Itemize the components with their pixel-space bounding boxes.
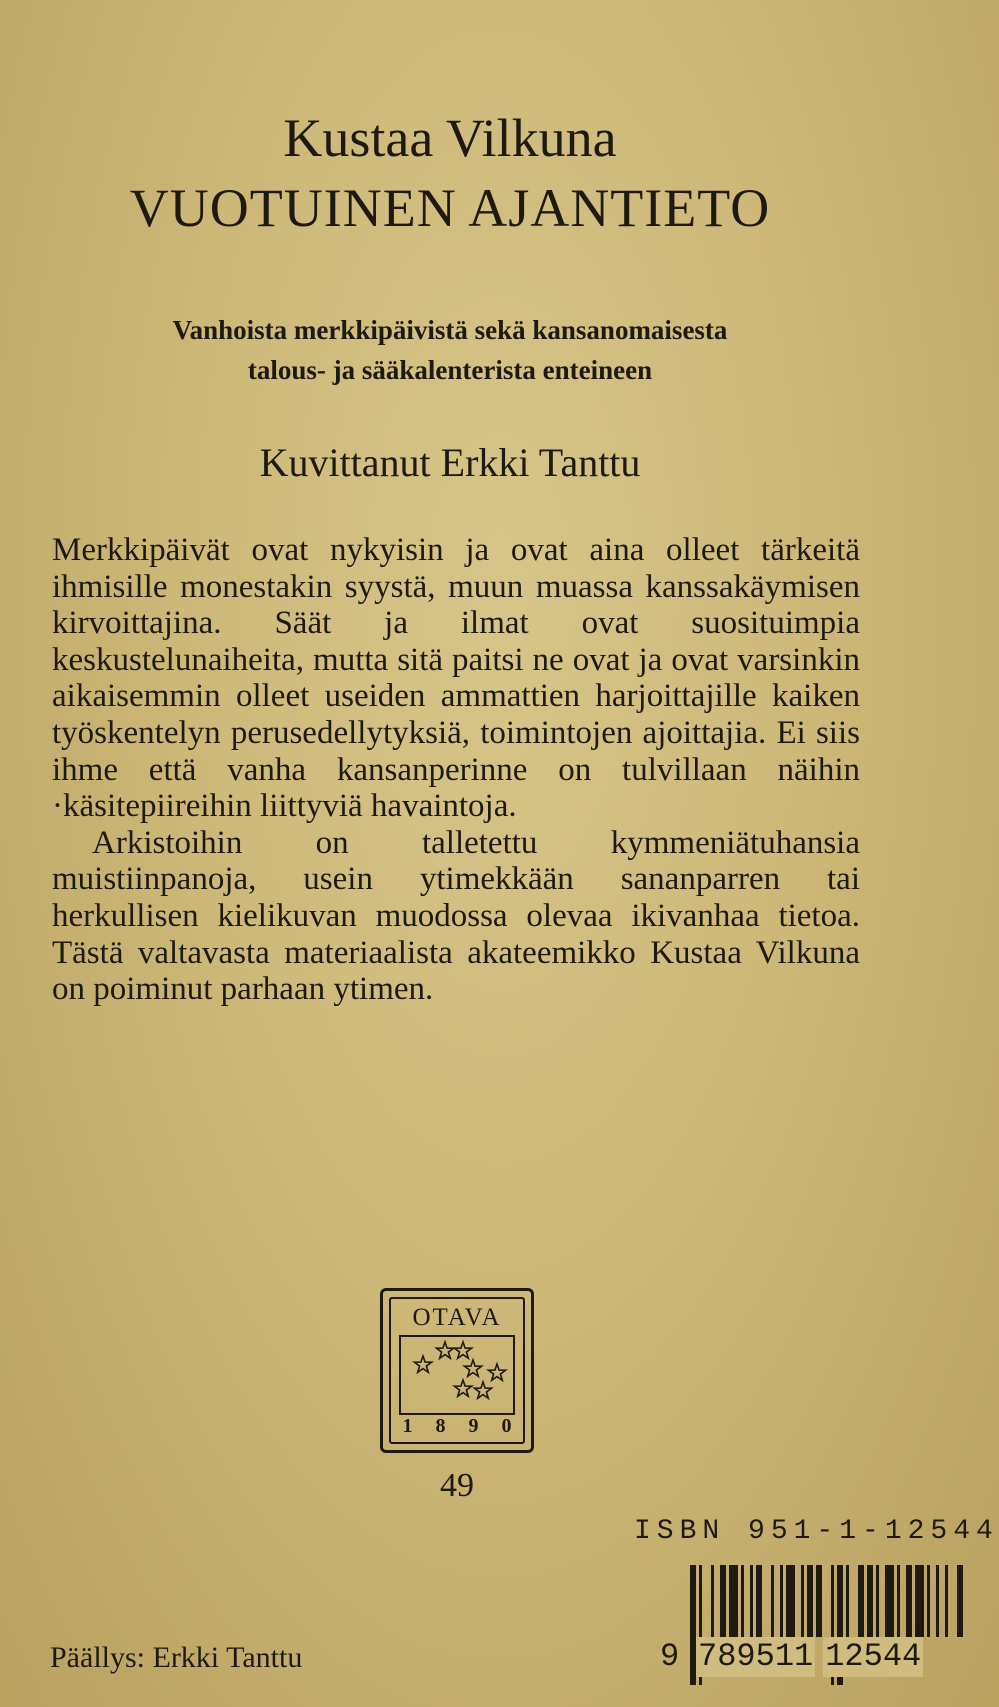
author-name: Kustaa Vilkuna <box>283 108 617 168</box>
year-digit: 9 <box>468 1415 479 1437</box>
barcode-bar <box>720 1565 726 1637</box>
subtitle-line-2: talous- ja sääkalenterista enteineen <box>247 355 653 385</box>
barcode-bar <box>927 1565 930 1637</box>
barcode-bar <box>729 1565 738 1637</box>
barcode-bar <box>936 1565 939 1637</box>
barcode-bar <box>756 1565 762 1637</box>
publisher-logo <box>380 1288 534 1453</box>
publisher-name: OTAVA <box>412 1304 502 1331</box>
barcode-digits <box>660 1637 960 1679</box>
illustrator-credit: Kuvittanut Erkki Tanttu <box>259 440 641 485</box>
subtitle-line-1: Vanhoista merkkipäivistä sekä kansanomaisesta <box>172 315 728 345</box>
barcode-bar <box>906 1565 912 1637</box>
barcode-bar <box>771 1565 774 1637</box>
barcode-bar <box>867 1565 873 1637</box>
barcode-bar <box>750 1565 753 1637</box>
book-title: VUOTUINEN AJANTIETO <box>129 178 771 238</box>
blurb-paragraph-2: Arkistoihin on talletettu kymmeniätuhansia muistiinpanoja, usein ytimekkään sananparren tai herkullisen kielikuvan muodossa olevaa ikivanhaa tietoa. Tästä valtavasta materiaalista akateemikko Kustaa Vilkuna on poiminut parhaan ytimen. <box>52 824 860 1008</box>
barcode-bar <box>876 1565 879 1637</box>
barcode-bar <box>816 1565 822 1637</box>
barcode-bar <box>786 1565 795 1637</box>
stars-icon <box>401 1337 521 1409</box>
isbn-text: ISBN 951-1-12544 <box>634 1516 999 1547</box>
publisher-logo-frame <box>389 1297 525 1444</box>
blurb-paragraph-1: Merkkipäivät ovat nykyisin ja ovat aina olleet tärkeitä ihmisille monestakin syystä, muun muassa kanssakäymisen kirvoittajina. Säät ja ilmat ovat suosituimpia keskustelunaiheita, mutta sitä paitsi ne ovat ja ovat varsinkin aikaisemmin olleet useiden ammattien harjoittajille kaiken työskentelyn perusedellytyksiä, toimintojen ajoittajia. Ei siis ihme että vanha kansanperinne on tulvillaan näihin ·käsitepiireihin liittyviä havaintoja. <box>52 532 860 825</box>
blurb <box>52 532 860 1008</box>
year-digit: 8 <box>435 1415 446 1437</box>
barcode-bar <box>885 1565 894 1637</box>
cover-credit: Päällys: Erkki Tanttu <box>50 1641 303 1674</box>
year-digit: 0 <box>501 1415 512 1437</box>
subtitle <box>0 310 900 390</box>
barcode-bar <box>807 1565 813 1637</box>
barcode-group-1: 789511 <box>698 1638 814 1675</box>
barcode-bar <box>801 1565 804 1637</box>
barcode-bar <box>846 1565 849 1637</box>
publisher-year <box>391 1414 523 1438</box>
barcode-bar <box>858 1565 864 1637</box>
barcode-bar <box>897 1565 900 1637</box>
year-digit: 1 <box>402 1415 413 1437</box>
barcode-bar <box>957 1565 963 1637</box>
barcode-bar <box>945 1565 948 1637</box>
barcode-group-2: 12544 <box>825 1638 922 1675</box>
star-emblem <box>399 1335 515 1415</box>
series-number: 49 <box>440 1467 474 1504</box>
barcode-bar <box>711 1565 714 1637</box>
barcode-bar <box>915 1565 924 1637</box>
barcode-bar <box>741 1565 744 1637</box>
barcode-bar <box>780 1565 783 1637</box>
barcode-first-digit: 9 <box>660 1638 680 1675</box>
